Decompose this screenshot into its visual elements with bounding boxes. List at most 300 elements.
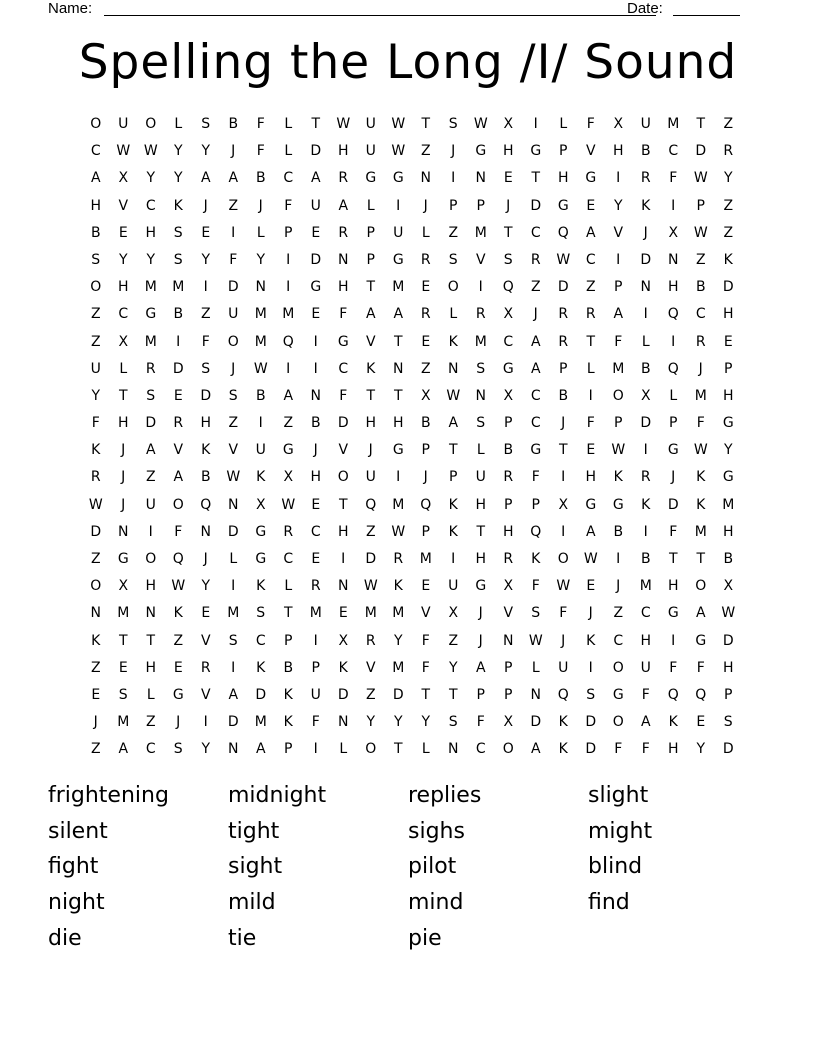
grid-letter[interactable]: A: [173, 469, 184, 486]
grid-letter[interactable]: G: [502, 360, 514, 377]
grid-letter[interactable]: A: [640, 714, 651, 731]
grid-letter[interactable]: T: [476, 523, 486, 540]
grid-letter[interactable]: I: [643, 442, 648, 459]
grid-letter[interactable]: P: [284, 632, 293, 649]
grid-letter[interactable]: I: [258, 415, 263, 432]
grid-letter[interactable]: J: [121, 469, 126, 486]
grid-letter[interactable]: S: [201, 116, 211, 132]
grid-letter[interactable]: I: [478, 279, 483, 296]
grid-letter[interactable]: V: [200, 632, 211, 649]
grid-letter[interactable]: B: [640, 360, 651, 377]
grid-letter[interactable]: J: [313, 442, 318, 459]
grid-letter[interactable]: O: [365, 741, 377, 758]
grid-letter[interactable]: X: [503, 714, 514, 731]
grid-letter[interactable]: N: [145, 605, 156, 622]
grid-letter[interactable]: G: [145, 306, 157, 323]
grid-letter[interactable]: H: [365, 415, 377, 432]
grid-letter[interactable]: H: [117, 279, 129, 296]
grid-letter[interactable]: Z: [613, 605, 624, 622]
grid-letter[interactable]: C: [255, 632, 266, 649]
grid-letter[interactable]: A: [393, 306, 404, 323]
grid-letter[interactable]: R: [558, 306, 569, 323]
grid-letter[interactable]: P: [421, 523, 430, 540]
grid-letter[interactable]: E: [696, 714, 706, 731]
grid-letter[interactable]: M: [392, 496, 405, 513]
grid-letter[interactable]: J: [176, 714, 181, 731]
grid-letter[interactable]: A: [90, 170, 101, 187]
grid-letter[interactable]: Z: [365, 523, 376, 540]
grid-letter[interactable]: G: [255, 551, 267, 567]
grid-letter[interactable]: G: [337, 333, 349, 350]
grid-letter[interactable]: S: [118, 686, 128, 703]
grid-letter[interactable]: O: [612, 659, 624, 676]
grid-letter[interactable]: A: [613, 306, 624, 323]
grid-letter[interactable]: A: [475, 659, 486, 676]
grid-letter[interactable]: O: [227, 333, 239, 350]
grid-letter[interactable]: W: [391, 523, 406, 540]
grid-letter[interactable]: M: [144, 333, 157, 350]
grid-letter[interactable]: V: [200, 686, 211, 703]
grid-letter[interactable]: B: [173, 306, 184, 323]
grid-letter[interactable]: D: [530, 714, 542, 731]
grid-letter[interactable]: G: [282, 442, 294, 459]
grid-letter[interactable]: H: [145, 224, 157, 241]
grid-letter[interactable]: Z: [200, 306, 211, 323]
grid-letter[interactable]: L: [476, 442, 485, 459]
grid-letter[interactable]: N: [228, 741, 239, 758]
grid-letter[interactable]: M: [309, 605, 322, 622]
grid-letter[interactable]: J: [478, 632, 483, 649]
grid-letter[interactable]: E: [338, 605, 348, 622]
grid-letter[interactable]: R: [393, 551, 404, 567]
grid-letter[interactable]: J: [121, 442, 126, 459]
grid-letter[interactable]: C: [283, 551, 294, 567]
grid-letter[interactable]: Y: [173, 143, 183, 160]
grid-letter[interactable]: U: [255, 442, 266, 459]
grid-letter[interactable]: C: [585, 251, 596, 268]
grid-letter[interactable]: F: [311, 714, 320, 731]
grid-letter[interactable]: V: [365, 659, 376, 676]
grid-letter[interactable]: K: [696, 496, 706, 513]
grid-letter[interactable]: J: [478, 605, 483, 622]
grid-letter[interactable]: Y: [146, 251, 156, 268]
grid-letter[interactable]: A: [585, 523, 596, 540]
grid-letter[interactable]: P: [366, 224, 375, 241]
grid-letter[interactable]: Q: [200, 496, 212, 513]
grid-letter[interactable]: R: [283, 523, 294, 540]
grid-letter[interactable]: D: [585, 714, 597, 731]
grid-letter[interactable]: A: [255, 741, 266, 758]
grid-letter[interactable]: D: [667, 496, 679, 513]
grid-letter[interactable]: X: [613, 116, 624, 132]
grid-letter[interactable]: O: [145, 551, 157, 567]
grid-letter[interactable]: P: [696, 197, 705, 214]
grid-letter[interactable]: A: [338, 197, 349, 214]
grid-letter[interactable]: K: [448, 333, 458, 350]
grid-letter[interactable]: Y: [366, 714, 376, 731]
grid-letter[interactable]: F: [614, 741, 623, 758]
grid-letter[interactable]: F: [284, 197, 293, 214]
grid-letter[interactable]: Z: [283, 415, 294, 432]
grid-letter[interactable]: S: [476, 415, 486, 432]
grid-letter[interactable]: M: [612, 360, 625, 377]
grid-letter[interactable]: L: [641, 333, 650, 350]
grid-letter[interactable]: B: [200, 469, 211, 486]
grid-letter[interactable]: B: [90, 224, 101, 241]
grid-letter[interactable]: Y: [421, 714, 431, 731]
grid-letter[interactable]: V: [503, 605, 514, 622]
grid-letter[interactable]: W: [693, 224, 708, 241]
grid-letter[interactable]: K: [338, 659, 348, 676]
grid-letter[interactable]: U: [475, 469, 486, 486]
grid-letter[interactable]: M: [419, 551, 432, 567]
grid-letter[interactable]: E: [723, 333, 733, 350]
grid-letter[interactable]: H: [475, 551, 487, 567]
grid-letter[interactable]: I: [231, 578, 236, 595]
grid-letter[interactable]: L: [421, 741, 430, 758]
grid-letter[interactable]: G: [667, 442, 679, 459]
grid-letter[interactable]: I: [286, 279, 291, 296]
grid-letter[interactable]: N: [530, 686, 541, 703]
grid-letter[interactable]: T: [118, 632, 128, 649]
grid-letter[interactable]: X: [558, 496, 569, 513]
grid-letter[interactable]: Y: [723, 442, 733, 459]
grid-letter[interactable]: H: [90, 197, 102, 214]
grid-letter[interactable]: U: [90, 360, 101, 377]
grid-letter[interactable]: D: [392, 686, 404, 703]
grid-letter[interactable]: R: [503, 469, 514, 486]
grid-letter[interactable]: G: [530, 442, 542, 459]
grid-letter[interactable]: R: [475, 306, 486, 323]
grid-letter[interactable]: O: [90, 578, 102, 595]
grid-letter[interactable]: K: [531, 551, 541, 567]
grid-letter[interactable]: U: [640, 659, 651, 676]
grid-letter[interactable]: A: [200, 170, 211, 187]
grid-letter[interactable]: Y: [696, 741, 706, 758]
grid-letter[interactable]: P: [284, 224, 293, 241]
grid-letter[interactable]: M: [392, 659, 405, 676]
grid-letter[interactable]: K: [448, 523, 458, 540]
grid-letter[interactable]: R: [585, 306, 596, 323]
grid-letter[interactable]: E: [311, 224, 321, 241]
grid-letter[interactable]: T: [448, 686, 458, 703]
grid-letter[interactable]: I: [533, 116, 538, 132]
grid-letter[interactable]: J: [423, 469, 428, 486]
grid-letter[interactable]: W: [556, 251, 571, 268]
grid-letter[interactable]: L: [256, 224, 265, 241]
grid-letter[interactable]: C: [530, 224, 541, 241]
grid-letter[interactable]: P: [614, 279, 623, 296]
grid-letter[interactable]: W: [226, 469, 241, 486]
grid-letter[interactable]: T: [586, 333, 596, 350]
grid-letter[interactable]: Z: [695, 251, 706, 268]
grid-letter[interactable]: Z: [448, 632, 459, 649]
grid-letter[interactable]: N: [255, 279, 266, 296]
grid-letter[interactable]: X: [503, 306, 514, 323]
grid-letter[interactable]: U: [365, 116, 376, 132]
grid-letter[interactable]: Y: [201, 143, 211, 160]
grid-letter[interactable]: S: [476, 360, 486, 377]
grid-letter[interactable]: B: [255, 170, 266, 187]
grid-letter[interactable]: C: [283, 170, 294, 187]
grid-letter[interactable]: D: [722, 741, 734, 758]
grid-letter[interactable]: W: [253, 360, 268, 377]
grid-letter[interactable]: O: [447, 279, 459, 296]
grid-letter[interactable]: A: [310, 170, 321, 187]
grid-letter[interactable]: A: [695, 605, 706, 622]
grid-letter[interactable]: N: [393, 360, 404, 377]
grid-letter[interactable]: D: [172, 360, 184, 377]
grid-letter[interactable]: S: [146, 387, 156, 404]
grid-letter[interactable]: H: [640, 632, 652, 649]
grid-letter[interactable]: N: [475, 170, 486, 187]
grid-letter[interactable]: D: [557, 279, 569, 296]
grid-letter[interactable]: T: [393, 333, 403, 350]
grid-letter[interactable]: C: [668, 143, 679, 160]
grid-letter[interactable]: D: [585, 741, 597, 758]
grid-letter[interactable]: P: [311, 659, 320, 676]
grid-letter[interactable]: M: [117, 605, 130, 622]
grid-letter[interactable]: Z: [173, 632, 184, 649]
grid-letter[interactable]: A: [365, 306, 376, 323]
grid-letter[interactable]: Z: [90, 741, 101, 758]
grid-letter[interactable]: V: [173, 442, 184, 459]
grid-letter[interactable]: I: [616, 251, 621, 268]
grid-letter[interactable]: A: [530, 741, 541, 758]
grid-letter[interactable]: L: [284, 143, 293, 160]
grid-letter[interactable]: X: [118, 333, 129, 350]
grid-letter[interactable]: C: [90, 143, 101, 160]
grid-letter[interactable]: M: [254, 333, 267, 350]
grid-letter[interactable]: Y: [256, 251, 266, 268]
grid-letter[interactable]: Q: [667, 686, 679, 703]
grid-letter[interactable]: J: [258, 197, 263, 214]
grid-letter[interactable]: Q: [502, 279, 514, 296]
grid-letter[interactable]: H: [502, 523, 514, 540]
grid-letter[interactable]: W: [693, 442, 708, 459]
grid-letter[interactable]: E: [421, 578, 431, 595]
grid-letter[interactable]: P: [724, 686, 733, 703]
grid-letter[interactable]: F: [174, 523, 183, 540]
grid-letter[interactable]: D: [90, 523, 102, 540]
grid-letter[interactable]: I: [588, 387, 593, 404]
grid-letter[interactable]: I: [643, 306, 648, 323]
grid-letter[interactable]: S: [173, 251, 183, 268]
grid-letter[interactable]: A: [448, 415, 459, 432]
grid-letter[interactable]: K: [173, 605, 183, 622]
grid-letter[interactable]: N: [448, 360, 459, 377]
grid-letter[interactable]: S: [448, 714, 458, 731]
grid-letter[interactable]: M: [254, 714, 267, 731]
grid-letter[interactable]: H: [585, 469, 597, 486]
grid-letter[interactable]: Q: [557, 224, 569, 241]
grid-letter[interactable]: D: [365, 551, 377, 567]
grid-letter[interactable]: J: [423, 197, 428, 214]
grid-letter[interactable]: I: [588, 659, 593, 676]
grid-letter[interactable]: H: [337, 523, 349, 540]
grid-letter[interactable]: B: [503, 442, 514, 459]
grid-letter[interactable]: Z: [228, 415, 239, 432]
grid-letter[interactable]: A: [145, 442, 156, 459]
grid-letter[interactable]: M: [172, 279, 185, 296]
grid-letter[interactable]: F: [531, 469, 540, 486]
grid-letter[interactable]: E: [118, 659, 128, 676]
grid-letter[interactable]: J: [231, 360, 236, 377]
grid-letter[interactable]: F: [641, 686, 650, 703]
grid-letter[interactable]: A: [530, 360, 541, 377]
grid-letter[interactable]: P: [421, 442, 430, 459]
grid-letter[interactable]: Z: [420, 360, 431, 377]
grid-letter[interactable]: D: [640, 251, 652, 268]
grid-letter[interactable]: K: [696, 469, 706, 486]
grid-letter[interactable]: G: [392, 442, 404, 459]
grid-letter[interactable]: R: [420, 306, 431, 323]
grid-letter[interactable]: Y: [146, 170, 156, 187]
grid-letter[interactable]: W: [88, 496, 103, 513]
grid-letter[interactable]: B: [640, 143, 651, 160]
grid-letter[interactable]: B: [228, 116, 239, 132]
grid-letter[interactable]: V: [613, 224, 624, 241]
grid-letter[interactable]: P: [449, 469, 458, 486]
grid-letter[interactable]: Z: [365, 686, 376, 703]
grid-letter[interactable]: C: [310, 523, 321, 540]
grid-letter[interactable]: S: [228, 387, 238, 404]
grid-letter[interactable]: T: [393, 387, 403, 404]
grid-letter[interactable]: S: [173, 224, 183, 241]
grid-letter[interactable]: H: [722, 659, 734, 676]
grid-letter[interactable]: N: [475, 387, 486, 404]
grid-letter[interactable]: Z: [420, 143, 431, 160]
grid-letter[interactable]: Z: [448, 224, 459, 241]
grid-letter[interactable]: K: [366, 360, 376, 377]
grid-letter[interactable]: U: [310, 686, 321, 703]
grid-letter[interactable]: R: [338, 224, 349, 241]
grid-letter[interactable]: T: [366, 279, 376, 296]
grid-letter[interactable]: F: [339, 387, 348, 404]
grid-letter[interactable]: W: [116, 143, 131, 160]
grid-letter[interactable]: H: [667, 279, 679, 296]
grid-letter[interactable]: F: [201, 333, 210, 350]
grid-letter[interactable]: G: [172, 686, 184, 703]
grid-letter[interactable]: L: [229, 551, 238, 567]
grid-letter[interactable]: O: [172, 496, 184, 513]
grid-letter[interactable]: T: [393, 741, 403, 758]
grid-letter[interactable]: R: [200, 659, 211, 676]
grid-letter[interactable]: Q: [420, 496, 432, 513]
grid-letter[interactable]: M: [282, 306, 295, 323]
grid-letter[interactable]: W: [528, 632, 543, 649]
grid-letter[interactable]: Y: [448, 659, 458, 676]
grid-letter[interactable]: M: [392, 605, 405, 622]
grid-letter[interactable]: P: [476, 686, 485, 703]
grid-letter[interactable]: E: [173, 659, 183, 676]
grid-letter[interactable]: R: [145, 360, 156, 377]
grid-letter[interactable]: P: [724, 360, 733, 377]
grid-letter[interactable]: C: [503, 333, 514, 350]
grid-letter[interactable]: F: [229, 251, 238, 268]
grid-letter[interactable]: V: [475, 251, 486, 268]
grid-letter[interactable]: H: [117, 415, 129, 432]
grid-letter[interactable]: L: [531, 659, 540, 676]
grid-letter[interactable]: I: [203, 714, 208, 731]
grid-letter[interactable]: D: [145, 415, 157, 432]
grid-letter[interactable]: Q: [695, 686, 707, 703]
grid-letter[interactable]: D: [337, 415, 349, 432]
grid-letter[interactable]: G: [475, 143, 487, 160]
grid-letter[interactable]: J: [616, 578, 621, 595]
grid-letter[interactable]: G: [365, 170, 377, 187]
grid-letter[interactable]: K: [586, 632, 596, 649]
grid-letter[interactable]: M: [392, 279, 405, 296]
grid-letter[interactable]: T: [338, 496, 348, 513]
grid-letter[interactable]: D: [640, 415, 652, 432]
grid-letter[interactable]: I: [313, 333, 318, 350]
grid-letter[interactable]: F: [256, 143, 265, 160]
grid-letter[interactable]: N: [200, 523, 211, 540]
grid-letter[interactable]: J: [121, 496, 126, 513]
grid-letter[interactable]: V: [365, 333, 376, 350]
grid-letter[interactable]: Q: [172, 551, 184, 567]
grid-letter[interactable]: J: [698, 360, 703, 377]
grid-letter[interactable]: O: [502, 741, 514, 758]
grid-letter[interactable]: U: [640, 116, 651, 132]
grid-letter[interactable]: X: [503, 387, 514, 404]
grid-letter[interactable]: W: [583, 551, 598, 567]
grid-letter[interactable]: J: [671, 469, 676, 486]
grid-letter[interactable]: C: [145, 741, 156, 758]
grid-letter[interactable]: K: [91, 632, 101, 649]
grid-letter[interactable]: J: [533, 306, 538, 323]
grid-letter[interactable]: E: [503, 170, 513, 187]
grid-letter[interactable]: F: [421, 632, 430, 649]
grid-letter[interactable]: S: [586, 686, 596, 703]
grid-letter[interactable]: H: [310, 469, 322, 486]
grid-letter[interactable]: F: [614, 333, 623, 350]
grid-letter[interactable]: K: [201, 442, 211, 459]
grid-letter[interactable]: K: [641, 197, 651, 214]
grid-letter[interactable]: F: [559, 605, 568, 622]
grid-letter[interactable]: C: [695, 306, 706, 323]
grid-letter[interactable]: I: [148, 523, 153, 540]
grid-letter[interactable]: W: [446, 387, 461, 404]
grid-letter[interactable]: Y: [91, 387, 101, 404]
grid-letter[interactable]: T: [448, 442, 458, 459]
grid-letter[interactable]: L: [339, 741, 348, 758]
grid-letter[interactable]: H: [145, 578, 157, 595]
grid-letter[interactable]: J: [588, 605, 593, 622]
grid-letter[interactable]: N: [118, 523, 129, 540]
grid-letter[interactable]: E: [421, 279, 431, 296]
grid-letter[interactable]: M: [364, 605, 377, 622]
grid-letter[interactable]: T: [558, 442, 568, 459]
grid-letter[interactable]: I: [451, 170, 456, 187]
grid-letter[interactable]: I: [671, 632, 676, 649]
grid-letter[interactable]: G: [392, 170, 404, 187]
grid-letter[interactable]: K: [641, 496, 651, 513]
grid-letter[interactable]: M: [474, 224, 487, 241]
grid-letter[interactable]: P: [669, 415, 678, 432]
grid-letter[interactable]: R: [558, 333, 569, 350]
grid-letter[interactable]: T: [311, 116, 321, 132]
grid-letter[interactable]: B: [310, 415, 321, 432]
grid-letter[interactable]: P: [476, 197, 485, 214]
grid-letter[interactable]: C: [640, 605, 651, 622]
grid-letter[interactable]: B: [695, 279, 706, 296]
grid-letter[interactable]: F: [339, 306, 348, 323]
grid-letter[interactable]: K: [393, 578, 403, 595]
grid-letter[interactable]: M: [694, 523, 707, 540]
grid-letter[interactable]: H: [722, 523, 734, 540]
